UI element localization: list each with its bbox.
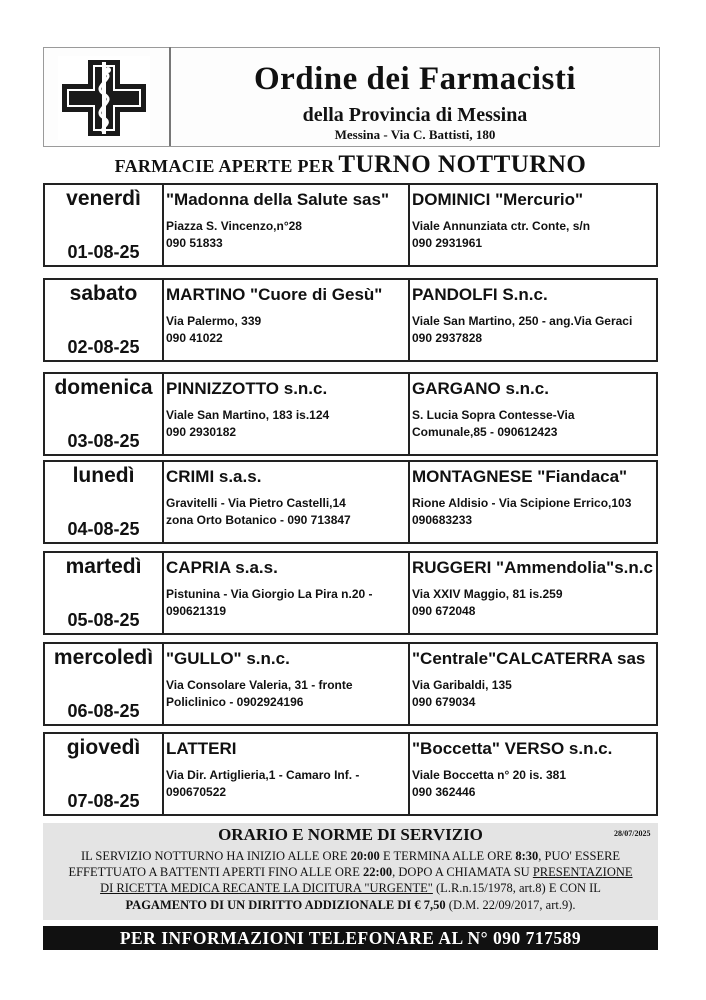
pharmacy-cross-caduceus-logo-icon (58, 56, 150, 140)
pharmacy-phone: zona Orto Botanico - 090 713847 (166, 513, 351, 527)
pharmacy-phone: 090683233 (412, 513, 473, 527)
pharmacy-address: S. Lucia Sopra Contesse-Via (412, 408, 575, 422)
day-cell (45, 734, 164, 814)
day-date: 01-08-25 (67, 242, 140, 262)
pharmacy-address: Viale Annunziata ctr. Conte, s/n (412, 219, 591, 233)
pharmacy-address: Gravitelli - Via Pietro Castelli,14 (166, 496, 346, 510)
pharmacy-phone: 090 41022 (166, 331, 223, 345)
day-cell (45, 553, 164, 633)
day-date: 06-08-25 (67, 701, 140, 721)
pharmacy-address: Viale San Martino, 250 - ang.Via Geraci (412, 314, 633, 328)
pharmacy-name: MARTINO "Cuore di Gesù" (166, 285, 383, 304)
footer-text: IL SERVIZIO NOTTURNO HA INIZIO ALLE ORE (80, 849, 351, 863)
day-cell (45, 280, 164, 360)
pharmacy-phone: 090670522 (166, 785, 227, 799)
pharmacy-phone: Comunale,85 - 090612423 (412, 425, 558, 439)
pharmacy-name: PINNIZZOTTO s.n.c. (166, 379, 328, 398)
headline-main: TURNO NOTTURNO (338, 151, 587, 178)
day-name: martedì (65, 555, 142, 578)
pharmacy-address: Piazza S. Vincenzo,n°28 (166, 219, 302, 233)
headline (43, 149, 658, 184)
pharmacy-phone: 090621319 (166, 604, 227, 618)
pharmacy-name: "Madonna della Salute sas" (166, 190, 390, 209)
pharmacy-address: Viale Boccetta n° 20 is. 381 (412, 768, 566, 782)
footer-line (45, 897, 656, 914)
org-subtitle: della Provincia di Messina (302, 104, 528, 126)
pharmacy-phone: 090 2930182 (166, 425, 237, 439)
pharmacy-phone: 090 51833 (166, 236, 223, 250)
pharmacy-name: "GULLO" s.n.c. (166, 649, 290, 668)
footer-text: , DOPO A CHIAMATA SU (392, 865, 533, 879)
day-date: 02-08-25 (67, 337, 140, 357)
pharmacy-cell (164, 185, 410, 265)
day-row (43, 551, 658, 635)
pharmacy-name: "Boccetta" VERSO s.n.c. (412, 739, 613, 758)
pharmacy-address: Via Consolare Valeria, 31 - fronte (166, 678, 353, 692)
pharmacy-cell (164, 553, 410, 633)
pharmacy-name: RUGGERI "Ammendolia"s.n.c (412, 558, 653, 577)
pharmacy-address: Via Palermo, 339 (166, 314, 262, 328)
pharmacy-cell (410, 553, 656, 633)
day-row (43, 278, 658, 362)
day-row (43, 183, 658, 267)
pharmacy-phone: 090 672048 (412, 604, 476, 618)
pharmacy-address: Via Dir. Artiglieria,1 - Camaro Inf. - (166, 768, 360, 782)
day-cell (45, 185, 164, 265)
pharmacy-name: GARGANO s.n.c. (412, 379, 549, 398)
pharmacy-name: CRIMI s.a.s. (166, 467, 262, 486)
pharmacy-cell (164, 374, 410, 454)
pharmacy-cell (410, 462, 656, 542)
pharmacy-name: DOMINICI "Mercurio" (412, 190, 584, 209)
pharmacy-name: "Centrale"CALCATERRA sas (412, 649, 646, 668)
day-cell (45, 374, 164, 454)
pharmacy-cell (164, 462, 410, 542)
footer-date: 28/07/2025 (614, 829, 651, 838)
day-row (43, 642, 658, 726)
footer-underlined-text: DI RICETTA MEDICA RECANTE LA DICITURA "URGENTE" (100, 881, 433, 895)
headline-prefix: FARMACIE APERTE PER (114, 156, 335, 176)
pharmacy-cell (410, 280, 656, 360)
footer-time: 20:00 (350, 849, 380, 863)
pharmacy-cell (164, 734, 410, 814)
pharmacy-cell (410, 734, 656, 814)
pharmacy-phone: 090 362446 (412, 785, 476, 799)
day-name: venerdì (66, 187, 141, 210)
org-address: Messina - Via C. Battisti, 180 (334, 127, 496, 142)
day-date: 04-08-25 (67, 519, 140, 539)
day-name: lunedì (72, 464, 135, 487)
day-name: sabato (69, 282, 138, 305)
pharmacy-address: Via Garibaldi, 135 (412, 678, 512, 692)
pharmacy-cell (410, 374, 656, 454)
pharmacy-cell (164, 280, 410, 360)
footer-bold-text: PAGAMENTO DI UN DIRITTO ADDIZIONALE DI € 7,50 (125, 898, 446, 912)
footer-underlined-text: PRESENTAZIONE (532, 865, 633, 879)
pharmacy-name: CAPRIA s.a.s. (166, 558, 278, 577)
footer-text: (D.M. 22/09/2017, art.9). (445, 898, 576, 912)
day-date: 07-08-25 (67, 791, 140, 811)
day-row (43, 460, 658, 544)
footer-line (45, 848, 656, 865)
org-title: Ordine dei Farmacisti (253, 61, 577, 97)
footer-title: ORARIO E NORME DI SERVIZIO (218, 825, 483, 844)
footer-text: E TERMINA ALLE ORE (379, 849, 516, 863)
day-name: mercoledì (53, 646, 154, 669)
day-date: 05-08-25 (67, 610, 140, 630)
pharmacy-phone: Policlinico - 0902924196 (166, 695, 304, 709)
pharmacy-address: Rione Aldisio - Via Scipione Errico,103 (412, 496, 632, 510)
pharmacy-address: Viale San Martino, 183 is.124 (166, 408, 330, 422)
pharmacy-phone: 090 2931961 (412, 236, 483, 250)
footer-line (45, 864, 656, 881)
pharmacy-cell (410, 644, 656, 724)
pharmacy-phone: 090 2937828 (412, 331, 483, 345)
pharmacy-name: LATTERI (166, 739, 237, 758)
footer-time: 8:30 (515, 849, 539, 863)
pharmacy-address: Pistunina - Via Giorgio La Pira n.20 - (166, 587, 373, 601)
footer-text: EFFETTUATO A BATTENTI APERTI FINO ALLE ORE (68, 865, 363, 879)
day-date: 03-08-25 (67, 431, 140, 451)
footer-line (45, 880, 656, 897)
info-bar: PER INFORMAZIONI TELEFONARE AL N° 090 717589 (43, 926, 658, 950)
footer-text: (L.R.n.15/1978, art.8) E CON IL (432, 881, 601, 895)
pharmacy-name: MONTAGNESE "Fiandaca" (412, 467, 628, 486)
pharmacy-cell (164, 644, 410, 724)
pharmacy-phone: 090 679034 (412, 695, 476, 709)
day-name: giovedì (66, 736, 141, 759)
day-cell (45, 644, 164, 724)
pharmacy-name: PANDOLFI S.n.c. (412, 285, 548, 304)
day-row (43, 372, 658, 456)
pharmacy-address: Via XXIV Maggio, 81 is.259 (412, 587, 563, 601)
pharmacy-cell (410, 185, 656, 265)
day-name: domenica (54, 376, 153, 399)
footer-text: , PUO' ESSERE (538, 849, 621, 863)
day-cell (45, 462, 164, 542)
footer-time: 22:00 (362, 865, 393, 879)
day-row (43, 732, 658, 816)
